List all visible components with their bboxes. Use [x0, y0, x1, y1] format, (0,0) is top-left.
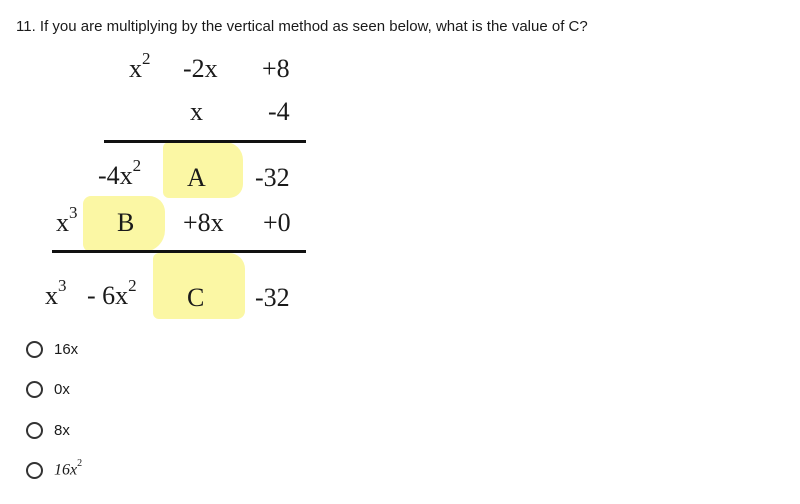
choice-16x-squared[interactable] [26, 458, 82, 482]
term-a: A [187, 163, 206, 192]
choice-0x[interactable] [26, 377, 70, 401]
radio-button[interactable] [26, 422, 43, 439]
term-minus-2x: -2x [183, 54, 218, 83]
result-x-cubed: $x^3$ [45, 276, 67, 310]
term-b: B [117, 208, 135, 237]
choice-label: 16x [54, 340, 79, 358]
result-minus-32: -32 [255, 283, 290, 312]
term-plus-8x: +8x [183, 208, 224, 237]
choice-8x[interactable] [26, 418, 70, 442]
choice-16x[interactable] [26, 337, 78, 361]
term-x: x [190, 97, 203, 126]
radio-button[interactable] [26, 462, 43, 479]
term-x-squared: $x^2$ [129, 49, 151, 83]
choice-label: 8x [54, 421, 70, 439]
result-minus-6x-squared: - $6x^2$ [87, 276, 137, 310]
radio-button[interactable] [26, 381, 43, 398]
term-plus-0: +0 [263, 208, 291, 237]
term-minus-4x-squared: $-4x^2$ [98, 156, 142, 190]
radio-button[interactable] [26, 341, 43, 358]
term-minus-4: -4 [268, 97, 290, 126]
question-text: 11. If you are multiplying by the vertical method as seen below, what is the value of C? [16, 18, 588, 35]
term-minus-32-partial: -32 [255, 163, 290, 192]
term-c: C [187, 283, 205, 312]
choice-label: 0x [54, 380, 70, 398]
top-divider-line [104, 140, 306, 143]
vertical-multiplication-figure [0, 0, 330, 330]
term-x-cubed-partial: $x^3$ [56, 203, 78, 237]
choice-label: $16x^2$ [54, 458, 83, 479]
term-plus-8: +8 [262, 54, 290, 83]
bottom-divider-line [52, 250, 306, 253]
